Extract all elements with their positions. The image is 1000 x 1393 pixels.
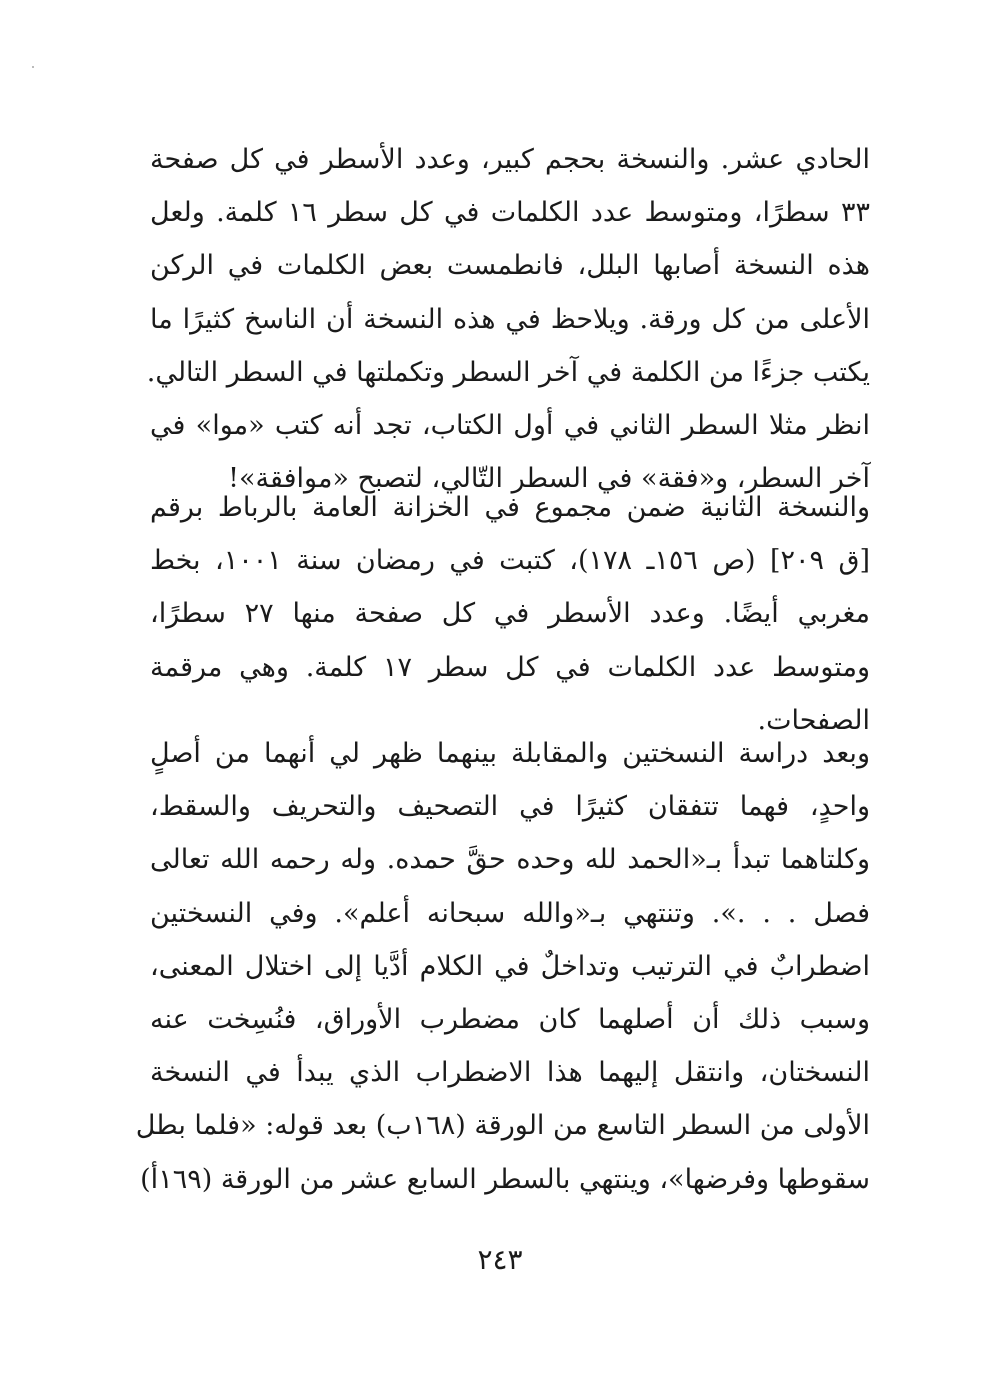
text-line: فصل . . .». وتنتهي بـ«والله سبحانه أعلم». وفي النسختين: [150, 897, 870, 929]
text-line: النسختان، وانتقل إليهما هذا الاضطراب الذي يبدأ في النسخة: [150, 1057, 870, 1089]
paragraph-manuscripts-comparison: [135, 727, 870, 1206]
text-line: سقوطها وفرضها»، وينتهي بالسطر السابع عشر من الورقة (١٦٩أ): [140, 1163, 870, 1195]
text-line: يكتب جزءًا من الكلمة في آخر السطر وتكملتها في السطر التالي.: [146, 356, 870, 388]
text-line: الأعلى من كل ورقة. ويلاحظ في هذه النسخة أن الناسخ كثيرًا ما: [150, 303, 870, 335]
text-line: وبعد دراسة النسختين والمقابلة بينهما ظهر لي أنهما من أصلٍ: [150, 738, 870, 769]
text-line: وكلتاهما تبدأ بـ«الحمد لله وحده حقَّ حمده. وله رحمه الله تعالى: [150, 844, 870, 876]
text-line: [ق ٢٠٩] (ص ١٥٦ـ ١٧٨)، كتبت في رمضان سنة ١٠٠١، بخط: [150, 545, 870, 577]
text-line: الحادي عشر. والنسخة بحجم كبير، وعدد الأسطر في كل صفحة: [150, 144, 870, 175]
paragraph-manuscript-one-description: [146, 133, 870, 505]
text-line: والنسخة الثانية ضمن مجموع في الخزانة العامة بالرباط برقم: [150, 492, 870, 523]
text-line: واحدٍ، فهما تتفقان كثيرًا في التصحيف والتحريف والسقط،: [150, 791, 870, 823]
text-line: مغربي أيضًا. وعدد الأسطر في كل صفحة منها ٢٧ سطرًا،: [150, 598, 870, 630]
text-line: ٣٣ سطرًا، ومتوسط عدد الكلمات في كل سطر ١٦ كلمة. ولعل: [150, 197, 870, 229]
paragraph-manuscript-two-description: [150, 481, 870, 747]
text-line: اضطرابٌ في الترتيب وتداخلٌ في الكلام أدَّيا إلى اختلال المعنى،: [150, 950, 870, 982]
text-line: الأولى من السطر التاسع من الورقة (١٦٨ب) بعد قوله: «فلما بطل: [135, 1110, 870, 1142]
text-line: ومتوسط عدد الكلمات في كل سطر ١٧ كلمة. وهي مرقمة: [150, 651, 870, 683]
text-line: انظر مثلا السطر الثاني في أول الكتاب، تجد أنه كتب «موا» في: [150, 409, 870, 441]
text-line: الصفحات.: [757, 704, 870, 736]
text-line: وسبب ذلك أن أصلهما كان مضطرب الأوراق، فنُسِخت عنه: [150, 1003, 870, 1035]
text-line: آخر السطر، و«فقة» في السطر التّالي، لتصبح «موافقة»!: [228, 463, 870, 495]
text-line: هذه النسخة أصابها البلل، فانطمست بعض الكلمات في الركن: [150, 250, 870, 282]
scan-speck: [32, 66, 34, 68]
page-number: ٢٤٣: [477, 1243, 523, 1276]
